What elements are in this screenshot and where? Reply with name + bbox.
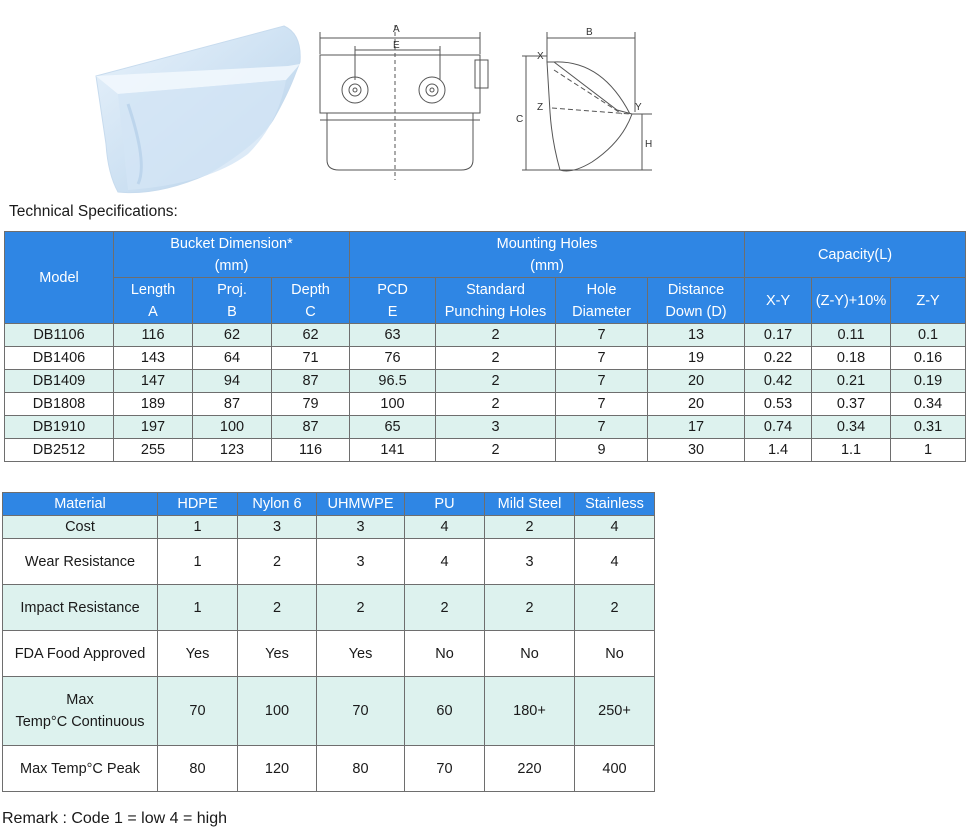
material-value: 80 [317,746,405,792]
material-value: 2 [238,585,317,631]
spec-cell: 2 [436,370,556,393]
spec-cell: 2 [436,324,556,347]
spec-row [5,393,966,416]
spec-cell: 0.37 [812,393,891,416]
material-value: No [575,631,655,677]
model-cell: DB1808 [5,393,114,416]
material-row [3,585,655,631]
material-value: 120 [238,746,317,792]
spec-cell: 7 [556,393,648,416]
col-header: Hole Diameter [556,278,648,324]
col-header: Z-Y [891,278,966,324]
spec-cell: 64 [193,347,272,370]
side-label-z: Z [537,102,544,113]
front-label-a: A [393,24,400,35]
spec-cell: 65 [350,416,436,439]
material-value: 4 [405,516,485,539]
material-table [2,492,655,792]
side-label-h: H [645,139,653,150]
spec-cell: 63 [350,324,436,347]
material-value: 1 [158,539,238,585]
header-model: Model [5,232,114,324]
material-header: PU [405,493,485,516]
spec-cell: 0.22 [745,347,812,370]
material-value: 3 [485,539,575,585]
material-value: 2 [317,585,405,631]
spec-table [4,231,966,462]
material-value: 250+ [575,677,655,746]
spec-cell: 0.34 [812,416,891,439]
material-value: 2 [575,585,655,631]
spec-cell: 0.53 [745,393,812,416]
side-label-b: B [586,27,593,38]
spec-row [5,439,966,462]
material-header: Mild Steel [485,493,575,516]
col-header: (Z-Y)+10% [812,278,891,324]
material-value: 70 [158,677,238,746]
bucket-photo [88,24,308,196]
material-value: 2 [238,539,317,585]
header-mounting-holes: Mounting Holes (mm) [350,232,745,278]
spec-row [5,347,966,370]
material-value: 70 [405,746,485,792]
property-label: Max Temp°C Continuous [3,677,158,746]
model-cell: DB2512 [5,439,114,462]
spec-cell: 76 [350,347,436,370]
col-header: Proj. B [193,278,272,324]
property-label: Impact Resistance [3,585,158,631]
spec-cell: 143 [114,347,193,370]
material-row [3,631,655,677]
property-label: Max Temp°C Peak [3,746,158,792]
material-row [3,746,655,792]
material-value: 2 [485,516,575,539]
material-value: 70 [317,677,405,746]
material-value: 220 [485,746,575,792]
spec-row [5,370,966,393]
spec-cell: 147 [114,370,193,393]
spec-cell: 94 [193,370,272,393]
spec-cell: 100 [193,416,272,439]
material-row [3,677,655,746]
model-cell: DB1106 [5,324,114,347]
material-header: Material [3,493,158,516]
spec-cell: 13 [648,324,745,347]
material-value: 3 [317,539,405,585]
header-bucket-dimension: Bucket Dimension* (mm) [114,232,350,278]
material-value: 3 [317,516,405,539]
material-header: HDPE [158,493,238,516]
spec-cell: 7 [556,347,648,370]
spec-cell: 100 [350,393,436,416]
spec-cell: 9 [556,439,648,462]
spec-cell: 1.4 [745,439,812,462]
material-value: 180+ [485,677,575,746]
spec-cell: 0.18 [812,347,891,370]
spec-cell: 7 [556,324,648,347]
col-header: X-Y [745,278,812,324]
material-value: 4 [405,539,485,585]
material-value: No [485,631,575,677]
spec-caption: Technical Specifications: [9,203,178,220]
spec-cell: 19 [648,347,745,370]
col-header: Depth C [272,278,350,324]
col-header: Distance Down (D) [648,278,745,324]
remark-text: Remark : Code 1 = low 4 = high [2,810,228,827]
spec-cell: 2 [436,347,556,370]
col-header: PCD E [350,278,436,324]
material-value: 100 [238,677,317,746]
spec-cell: 0.16 [891,347,966,370]
spec-cell: 116 [272,439,350,462]
property-label: Wear Resistance [3,539,158,585]
material-value: Yes [238,631,317,677]
spec-cell: 123 [193,439,272,462]
spec-cell: 7 [556,416,648,439]
material-row [3,516,655,539]
property-label: Cost [3,516,158,539]
spec-cell: 189 [114,393,193,416]
spec-cell: 197 [114,416,193,439]
side-view-drawing [512,22,662,182]
material-header: UHMWPE [317,493,405,516]
property-label: FDA Food Approved [3,631,158,677]
material-value: 2 [485,585,575,631]
spec-cell: 30 [648,439,745,462]
spec-cell: 2 [436,393,556,416]
spec-cell: 20 [648,393,745,416]
side-label-c: C [516,114,524,125]
spec-cell: 96.5 [350,370,436,393]
spec-cell: 255 [114,439,193,462]
front-view-drawing [315,20,495,180]
spec-cell: 141 [350,439,436,462]
spec-cell: 20 [648,370,745,393]
spec-cell: 0.17 [745,324,812,347]
material-row [3,539,655,585]
spec-cell: 0.31 [891,416,966,439]
model-cell: DB1409 [5,370,114,393]
spec-row [5,416,966,439]
col-header: Length A [114,278,193,324]
spec-cell: 0.1 [891,324,966,347]
material-value: 1 [158,516,238,539]
side-label-x: X [537,51,544,62]
spec-cell: 87 [272,370,350,393]
material-value: Yes [317,631,405,677]
spec-cell: 2 [436,439,556,462]
spec-cell: 0.11 [812,324,891,347]
model-cell: DB1406 [5,347,114,370]
front-label-e: E [393,40,400,51]
spec-cell: 0.21 [812,370,891,393]
material-value: 1 [158,585,238,631]
material-value: 4 [575,539,655,585]
spec-cell: 62 [193,324,272,347]
material-header: Nylon 6 [238,493,317,516]
material-value: 80 [158,746,238,792]
spec-cell: 1.1 [812,439,891,462]
spec-cell: 62 [272,324,350,347]
spec-cell: 0.19 [891,370,966,393]
material-value: 4 [575,516,655,539]
side-label-y: Y [635,102,642,113]
spec-cell: 1 [891,439,966,462]
spec-cell: 87 [193,393,272,416]
spec-cell: 87 [272,416,350,439]
material-value: 2 [405,585,485,631]
spec-cell: 7 [556,370,648,393]
spec-cell: 116 [114,324,193,347]
col-header: Standard Punching Holes [436,278,556,324]
material-value: 60 [405,677,485,746]
material-header-row [3,493,655,516]
material-value: 400 [575,746,655,792]
spec-cell: 17 [648,416,745,439]
spec-row [5,324,966,347]
material-header: Stainless [575,493,655,516]
model-cell: DB1910 [5,416,114,439]
spec-cell: 0.34 [891,393,966,416]
spec-cell: 0.74 [745,416,812,439]
spec-cell: 79 [272,393,350,416]
spec-cell: 3 [436,416,556,439]
spec-cell: 0.42 [745,370,812,393]
spec-cell: 71 [272,347,350,370]
material-value: Yes [158,631,238,677]
material-value: No [405,631,485,677]
header-capacity: Capacity(L) [745,232,966,278]
material-value: 3 [238,516,317,539]
